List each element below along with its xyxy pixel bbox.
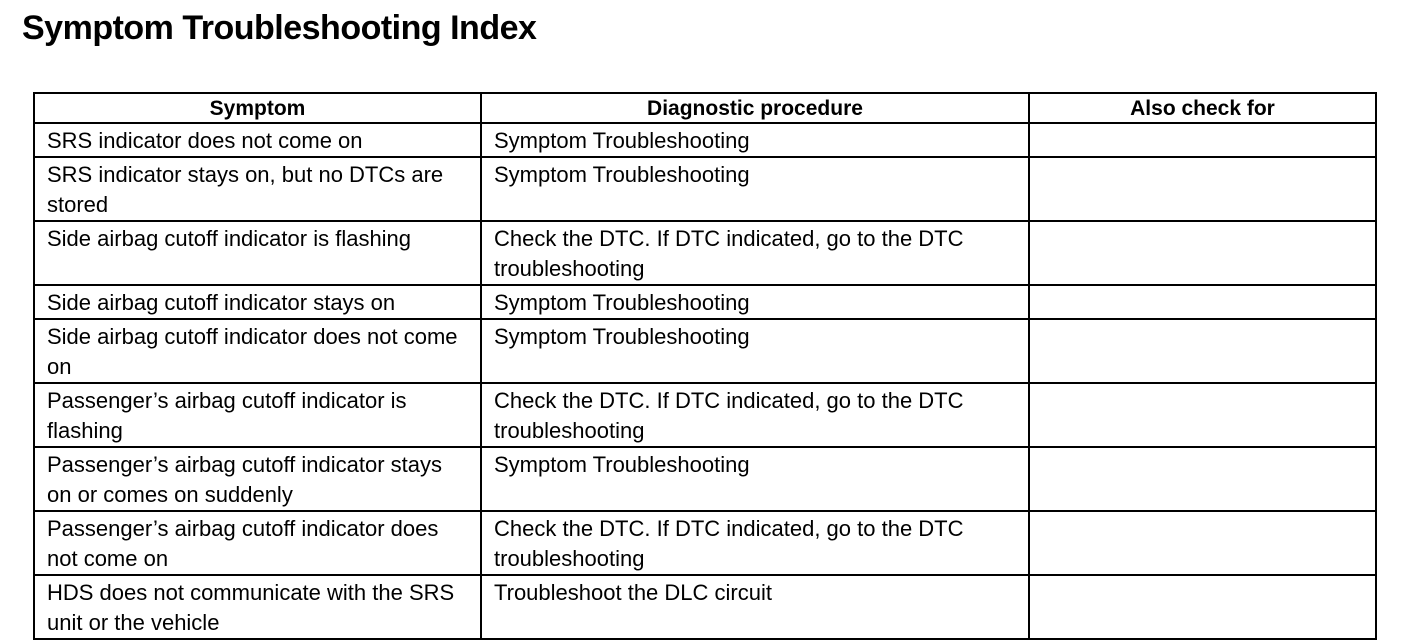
- symptom-cell: Passenger’s airbag cutoff indicator stays on or comes on suddenly: [34, 447, 481, 511]
- also-check-cell: [1029, 575, 1376, 639]
- symptom-index-table: [33, 92, 1377, 640]
- procedure-cell: Troubleshoot the DLC circuit: [481, 575, 1029, 639]
- header-also-check-for: Also check for: [1029, 93, 1376, 123]
- symptom-cell: HDS does not communicate with the SRS unit or the vehicle: [34, 575, 481, 639]
- table-row: [34, 221, 1376, 285]
- table-header-row: [34, 93, 1376, 123]
- header-symptom: Symptom: [34, 93, 481, 123]
- procedure-cell: Symptom Troubleshooting: [481, 157, 1029, 221]
- symptom-cell: Side airbag cutoff indicator stays on: [34, 285, 481, 319]
- also-check-cell: [1029, 123, 1376, 157]
- symptom-cell: SRS indicator stays on, but no DTCs are stored: [34, 157, 481, 221]
- symptom-cell: SRS indicator does not come on: [34, 123, 481, 157]
- procedure-cell: Symptom Troubleshooting: [481, 447, 1029, 511]
- table-row: [34, 319, 1376, 383]
- also-check-cell: [1029, 319, 1376, 383]
- procedure-cell: Symptom Troubleshooting: [481, 319, 1029, 383]
- symptom-cell: Passenger’s airbag cutoff indicator is flashing: [34, 383, 481, 447]
- also-check-cell: [1029, 511, 1376, 575]
- table-row: [34, 575, 1376, 639]
- procedure-cell: Check the DTC. If DTC indicated, go to the DTC troubleshooting: [481, 383, 1029, 447]
- procedure-cell: Check the DTC. If DTC indicated, go to the DTC troubleshooting: [481, 511, 1029, 575]
- also-check-cell: [1029, 157, 1376, 221]
- table-row: [34, 383, 1376, 447]
- header-diagnostic-procedure: Diagnostic procedure: [481, 93, 1029, 123]
- also-check-cell: [1029, 285, 1376, 319]
- table-row: [34, 123, 1376, 157]
- symptom-cell: Side airbag cutoff indicator does not come on: [34, 319, 481, 383]
- also-check-cell: [1029, 447, 1376, 511]
- table-row: [34, 511, 1376, 575]
- also-check-cell: [1029, 383, 1376, 447]
- table-row: [34, 157, 1376, 221]
- procedure-cell: Symptom Troubleshooting: [481, 123, 1029, 157]
- table-row: [34, 285, 1376, 319]
- procedure-cell: Symptom Troubleshooting: [481, 285, 1029, 319]
- also-check-cell: [1029, 221, 1376, 285]
- symptom-cell: Side airbag cutoff indicator is flashing: [34, 221, 481, 285]
- page-title: Symptom Troubleshooting Index: [22, 9, 537, 47]
- procedure-cell: Check the DTC. If DTC indicated, go to the DTC troubleshooting: [481, 221, 1029, 285]
- table-row: [34, 447, 1376, 511]
- symptom-cell: Passenger’s airbag cutoff indicator does not come on: [34, 511, 481, 575]
